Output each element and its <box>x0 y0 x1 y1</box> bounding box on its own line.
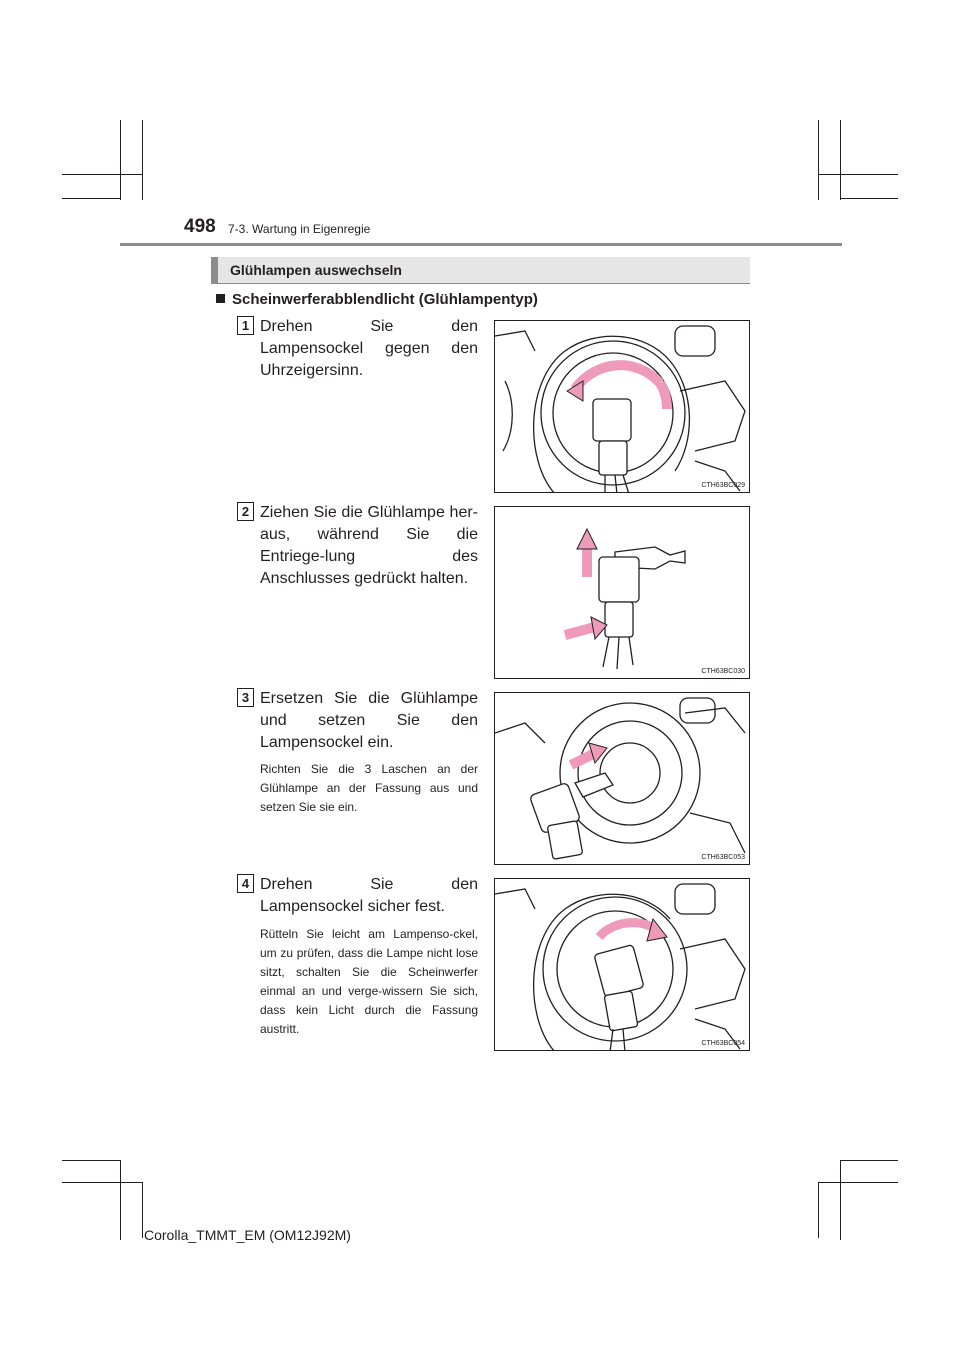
crop-mark <box>120 120 121 200</box>
step-text-3: Ersetzen Sie die Glühlampe und setzen Sie den Lampensockel ein. <box>260 690 478 751</box>
crop-mark <box>120 1160 121 1240</box>
figure-step-4 <box>494 878 750 1051</box>
crop-mark <box>840 120 841 200</box>
bullet-icon <box>216 294 225 303</box>
figure-code: CTH63BC029 <box>701 482 745 489</box>
step-text-1: Drehen Sie den Lampensockel gegen den Uhrzeigersinn. <box>260 318 478 379</box>
box-title: Glühlampen auswechseln <box>230 262 402 278</box>
headlamp-rotate-ccw-illustration <box>495 321 750 493</box>
crop-mark <box>62 1160 120 1161</box>
bulb-removal-illustration <box>495 507 750 679</box>
header-rule <box>120 243 842 246</box>
crop-mark <box>818 120 819 200</box>
crop-mark <box>818 1182 898 1183</box>
figure-step-1 <box>494 320 750 493</box>
figure-step-3 <box>494 692 750 865</box>
step-number-3: 3 <box>237 688 254 707</box>
step-number-1: 1 <box>237 316 254 335</box>
crop-mark <box>840 1160 841 1240</box>
crop-mark <box>142 120 143 200</box>
step-note-3: Richten Sie die 3 Laschen an der Glühlampe an der Fassung aus und setzen Sie sie ein. <box>260 762 478 814</box>
figure-code: CTH63BC053 <box>701 854 745 861</box>
crop-mark <box>818 1182 819 1238</box>
figure-step-2 <box>494 506 750 679</box>
crop-mark <box>62 1182 142 1183</box>
step-number-4: 4 <box>237 874 254 893</box>
step-text-2: Ziehen Sie die Glühlampe her-aus, während Sie die Entriege-lung des Anschlusses gedrückt halten. <box>260 504 478 587</box>
figure-code: CTH63BC054 <box>701 1040 745 1047</box>
subheading-text: Scheinwerferabblendlicht (Glühlampentyp) <box>232 291 538 308</box>
subheading <box>216 291 538 308</box>
headlamp-rotate-cw-illustration <box>495 879 750 1051</box>
section-title: 7-3. Wartung in Eigenregie <box>228 222 371 236</box>
crop-mark <box>818 174 898 175</box>
crop-mark <box>840 198 898 199</box>
figure-code: CTH63BC030 <box>701 668 745 675</box>
crop-mark <box>840 1160 898 1161</box>
crop-mark <box>62 174 142 175</box>
bulb-insert-illustration <box>495 693 750 865</box>
page-number: 498 <box>184 216 216 237</box>
box-header <box>211 257 750 283</box>
footer-document-id: Corolla_TMMT_EM (OM12J92M) <box>144 1227 351 1243</box>
crop-mark <box>142 1182 143 1238</box>
step-text-4: Drehen Sie den Lampensockel sicher fest. <box>260 876 478 915</box>
step-note-4: Rütteln Sie leicht am Lampenso-ckel, um zu prüfen, dass die Lampe nicht lose sitzt, schalten Sie die Scheinwerfer einmal an und verge-wissern Sie sich, dass kein Licht durch die Fassung austritt. <box>260 927 478 1036</box>
step-number-2: 2 <box>237 502 254 521</box>
box-header-rule <box>211 283 750 284</box>
crop-mark <box>62 198 120 199</box>
